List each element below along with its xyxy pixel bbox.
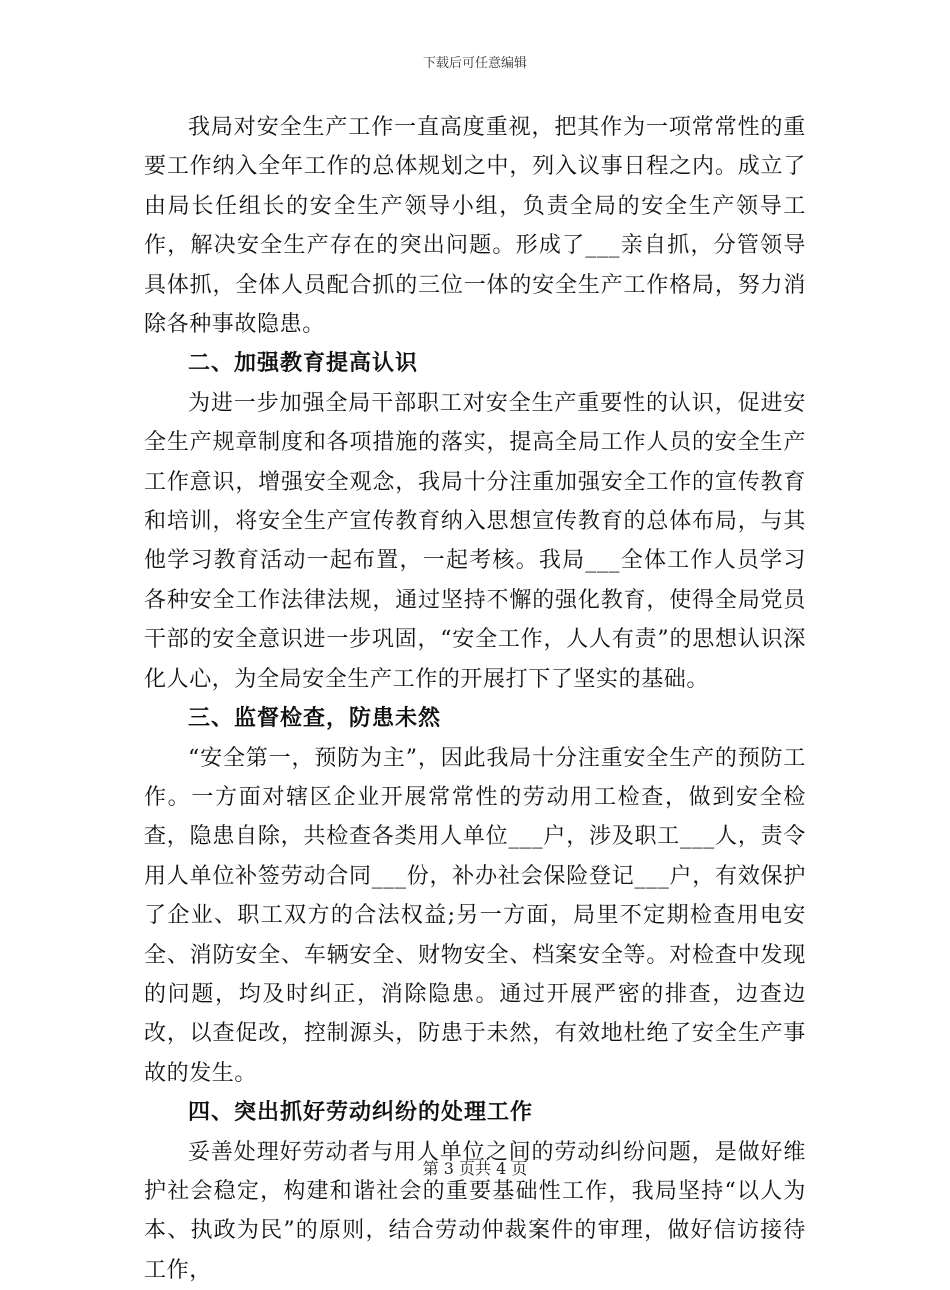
section-heading-inspection: 三、监督检查，防患未然 [188,705,442,732]
paragraph-safety-education: 为进一步加强全局干部职工对安全生产重要性的认识，促进安全生产规章制度和各项措施的落实，提高全局工作人员的安全生产工作意识，增强安全观念，我局十分注重加强安全工作的宣传教育和培训，将安全生产宣传教育纳入思想宣传教育的总体布局，与其他学习教育活动一起布置，一起考核。我局___全体工作人员学习各种安全工作法律法规，通过坚持不懈的强化教育，使得全局党员干部的安全意识进一步巩固，“安全工作，人人有责”的思想认识深化人心，为全局安全生产工作的开展打下了坚实的基础。 [144,390,806,692]
section-heading-education: 二、加强教育提高认识 [188,350,419,377]
section-heading-labor-disputes: 四、突出抓好劳动纠纷的处理工作 [188,1099,534,1126]
document-body [144,108,806,1290]
paragraph-safety-leadership: 我局对安全生产工作一直高度重视，把其作为一项常常性的重要工作纳入全年工作的总体规划之中，列入议事日程之内。成立了由局长任组长的安全生产领导小组，负责全局的安全生产领导工作，解决安全生产存在的突出问题。形成了___亲自抓，分管领导具体抓，全体人员配合抓的三位一体的安全生产工作格局，努力消除各种事故隐患。 [144,115,806,338]
paragraph-labor-disputes: 妥善处理好劳动者与用人单位之间的劳动纠纷问题，是做好维护社会稳定，构建和谐社会的重要基础性工作，我局坚持“以人为本、执政为民”的原则，结合劳动仲裁案件的审理，做好信访接待工作， [144,1139,806,1283]
paragraph-inspection: “安全第一，预防为主”，因此我局十分注重安全生产的预防工作。一方面对辖区企业开展常常性的劳动用工检查，做到安全检查，隐患自除，共检查各类用人单位___户，涉及职工___人，责令用人单位补签劳动合同___份，补办社会保险登记___户，有效保护了企业、职工双方的合法权益;另一方面，局里不定期检查用电安全、消防安全、车辆安全、财物安全、档案安全等。对检查中发现的问题，均及时纠正，消除隐患。通过开展严密的排查，边查边改，以查促改，控制源头，防患于未然，有效地杜绝了安全生产事故的发生。 [144,745,806,1086]
page-number-footer: 第 3 页共 4 页 [422,1159,528,1178]
page-header-note: 下载后可任意编辑 [422,56,527,71]
